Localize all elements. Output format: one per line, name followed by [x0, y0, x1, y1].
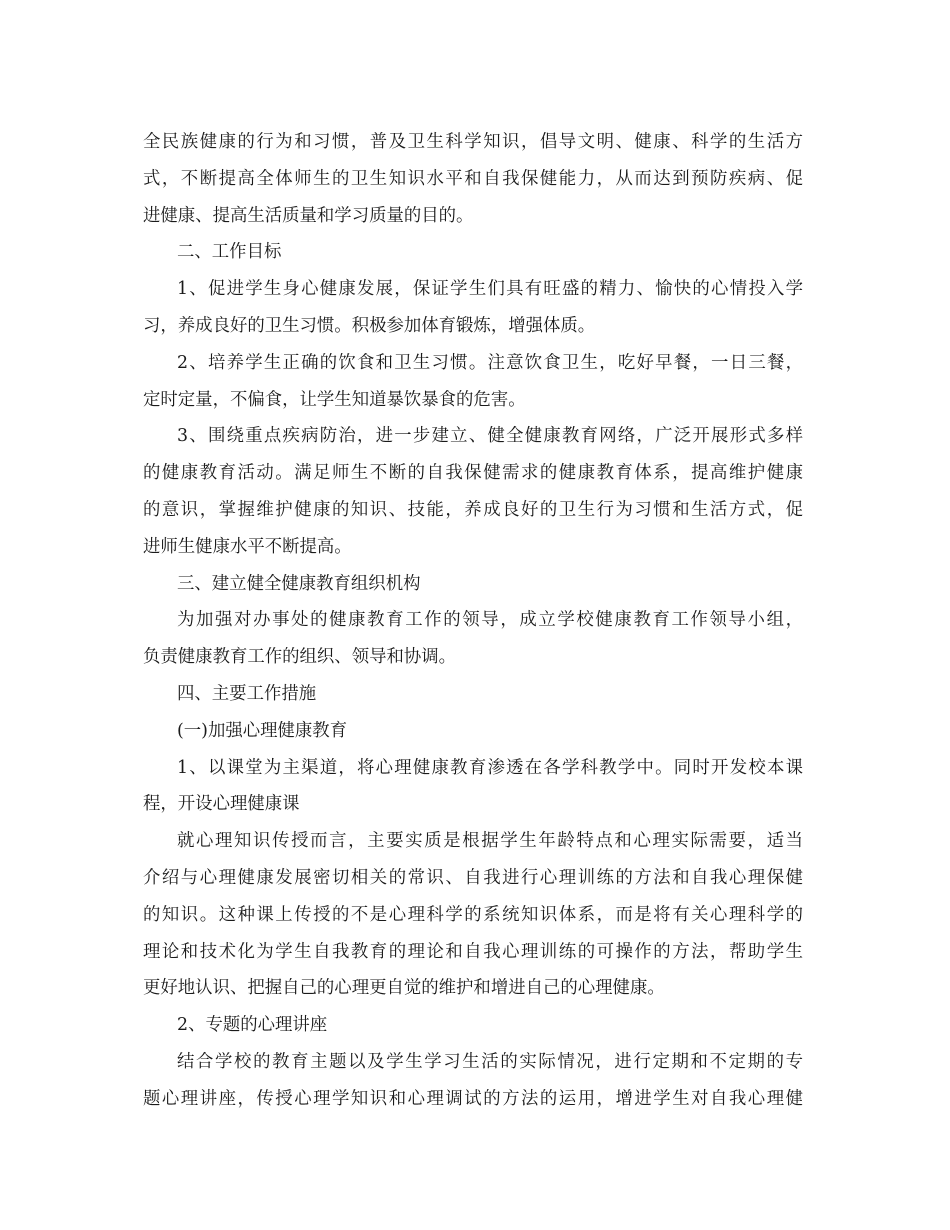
document-body — [143, 124, 803, 1118]
text-line: 理论和技术化为学生自我教育的理论和自我心理训练的可操作的方法，帮助学生 — [143, 941, 803, 962]
text-line: 三、建立健全健康教育组织机构 — [177, 573, 421, 594]
text-line: 为加强对办事处的健康教育工作的领导，成立学校健康教育工作领导小组， — [177, 610, 803, 631]
text-line: 1、促进学生身心健康发展，保证学生们具有旺盛的精力、愉快的心情投入学 — [177, 279, 803, 300]
text-line: 习，养成良好的卫生习惯。积极参加体育锻炼，增强体质。 — [143, 315, 596, 336]
text-line: 四、主要工作措施 — [177, 683, 317, 704]
text-line: 二、工作目标 — [177, 242, 282, 263]
text-line: 2、专题的心理讲座 — [177, 1015, 328, 1036]
text-line: 1、以课堂为主渠道，将心理健康教育渗透在各学科教学中。同时开发校本课 — [177, 757, 803, 778]
text-line: 的知识。这种课上传授的不是心理科学的系统知识体系，而是将有关心理科学的 — [143, 904, 803, 925]
text-line: 负责健康教育工作的组织、领导和协调。 — [143, 647, 457, 668]
text-line: 全民族健康的行为和习惯，普及卫生科学知识，倡导文明、健康、科学的生活方 — [143, 132, 803, 152]
text-line: 2、培养学生正确的饮食和卫生习惯。注意饮食卫生，吃好早餐，一日三餐， — [177, 352, 803, 373]
text-line: 进健康、提高生活质量和学习质量的目的。 — [143, 205, 474, 226]
text-line: 程，开设心理健康课 — [143, 794, 300, 815]
text-line: 3、围绕重点疾病防治，进一步建立、健全健康教育网络，广泛开展形式多样 — [177, 426, 803, 447]
text-line: 定时定量，不偏食，让学生知道暴饮暴食的危害。 — [143, 389, 526, 410]
text-line: 进师生健康水平不断提高。 — [143, 536, 352, 557]
text-line: 式，不断提高全体师生的卫生知识水平和自我保健能力，从而达到预防疾病、促 — [143, 168, 803, 189]
text-line: 介绍与心理健康发展密切相关的常识、自我进行心理训练的方法和自我心理保健 — [143, 867, 803, 888]
text-line: 更好地认识、把握自己的心理更自觉的维护和增进自己的心理健康。 — [143, 978, 665, 999]
text-line: 的意识，掌握维护健康的知识、技能，养成良好的卫生行为习惯和生活方式，促 — [143, 499, 803, 520]
text-line: 题心理讲座，传授心理学知识和心理调试的方法的运用，增进学生对自我心理健 — [143, 1088, 803, 1109]
text-line: 的健康教育活动。满足师生不断的自我保健需求的健康教育体系，提高维护健康 — [143, 463, 803, 484]
text-line: 结合学校的教育主题以及学生学习生活的实际情况，进行定期和不定期的专 — [177, 1051, 803, 1072]
text-line: 就心理知识传授而言，主要实质是根据学生年龄特点和心理实际需要，适当 — [177, 831, 803, 852]
text-line: (一)加强心理健康教育 — [177, 720, 348, 741]
